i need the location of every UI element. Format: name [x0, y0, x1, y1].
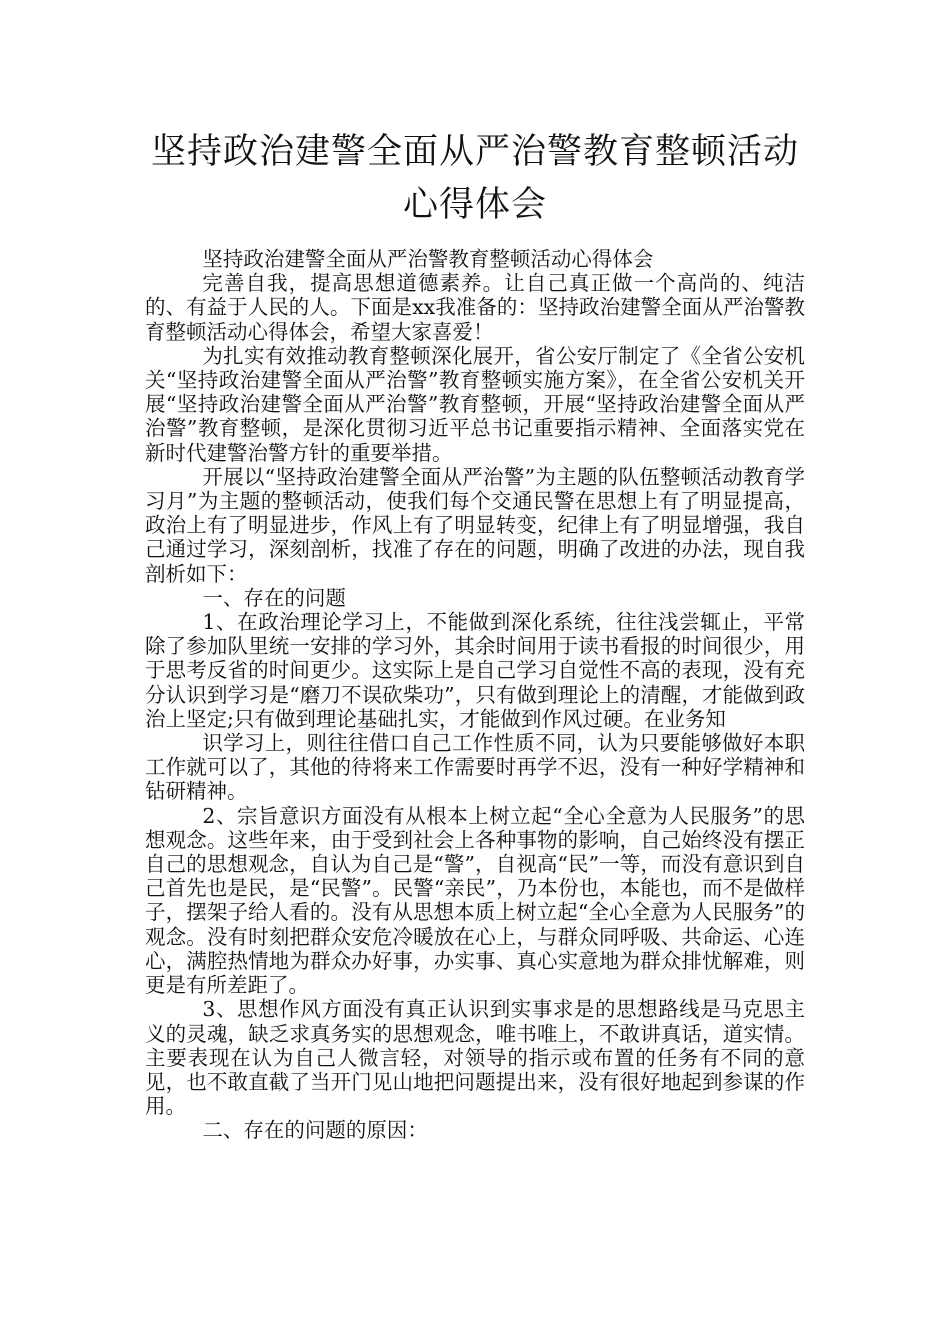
- section-heading: 二、存在的问题的原因：: [202, 1118, 428, 1143]
- document-title: [120, 126, 830, 232]
- document-body: [145, 247, 805, 1143]
- body-paragraph: 3、思想作风方面没有真正认识到实事求是的思想路线是马克思主义的灵魂，缺乏求真务实的思想观念，唯书唯上，不敢讲真话，道实情。主要表现在认为自己人微言轻，对领导的指示或布置的任务有不同的意见，也不敢直截了当开门见山地把问题提出来，没有很好地起到参谋的作用。: [145, 997, 805, 1119]
- section-heading: 一、存在的问题: [202, 585, 346, 610]
- body-paragraph: 2、宗旨意识方面没有从根本上树立起“全心全意为人民服务”的思想观念。这些年来，由于受到社会上各种事物的影响，自己始终没有摆正自己的思想观念，自认为自己是“警”，自视高“民”一等，而没有意识到自己首先也是民，是“民警”。民警“亲民”，乃本份也，本能也，而不是做样子，摆架子给人看的。没有从思想本质上树立起“全心全意为人民服务”的观念。没有时刻把群众安危冷暖放在心上，与群众同呼吸、共命运、心连心，满腔热情地为群众办好事，办实事、真心实意地为群众排忧解难，则更是有所差距了。: [145, 803, 805, 998]
- body-paragraph: 为扎实有效推动教育整顿深化展开，省公安厅制定了《全省公安机关“坚持政治建警全面从严治警”教育整顿实施方案》，在全省公安机关开展“坚持政治建警全面从严治警”教育整顿，开展“坚持政治建警全面从严治警”教育整顿，是深化贯彻习近平总书记重要指示精神、全面落实党在新时代建警治警方针的重要举措。: [145, 343, 805, 465]
- body-paragraph: 识学习上，则往往借口自己工作性质不同，认为只要能够做好本职工作就可以了，其他的待将来工作需要时再学不迟，没有一种好学精神和钻研精神。: [145, 731, 805, 804]
- title-line-1: 坚持政治建警全面从严治警教育整顿活动: [150, 132, 799, 172]
- body-paragraph: 开展以“坚持政治建警全面从严治警”为主题的队伍整顿活动教育学习月”为主题的整顿活动，使我们每个交通民警在思想上有了明显提高，政治上有了明显进步，作风上有了明显转变，纪律上有了明显增强，我自己通过学习，深刻剖析，找准了存在的问题，明确了改进的办法，现自我剖析如下：: [145, 464, 805, 586]
- subtitle-paragraph: 坚持政治建警全面从严治警教育整顿活动心得体会: [202, 247, 654, 271]
- intro-paragraph: 完善自我，提高思想道德素养。让自己真正做一个高尚的、纯洁的、有益于人民的人。下面是xx我准备的：坚持政治建警全面从严治警教育整顿活动心得体会，希望大家喜爱！: [145, 271, 805, 344]
- body-paragraph: 1、在政治理论学习上，不能做到深化系统，往往浅尝辄止，平常除了参加队里统一安排的学习外，其余时间用于读书看报的时间很少，用于思考反省的时间更少。这实际上是自己学习自觉性不高的表现，没有充分认识到学习是“磨刀不误砍柴功”，只有做到理论上的清醒，才能做到政治上坚定;只有做到理论基础扎实，才能做到作风过硬。在业务知: [145, 610, 805, 731]
- title-line-2: 心得体会: [402, 185, 547, 225]
